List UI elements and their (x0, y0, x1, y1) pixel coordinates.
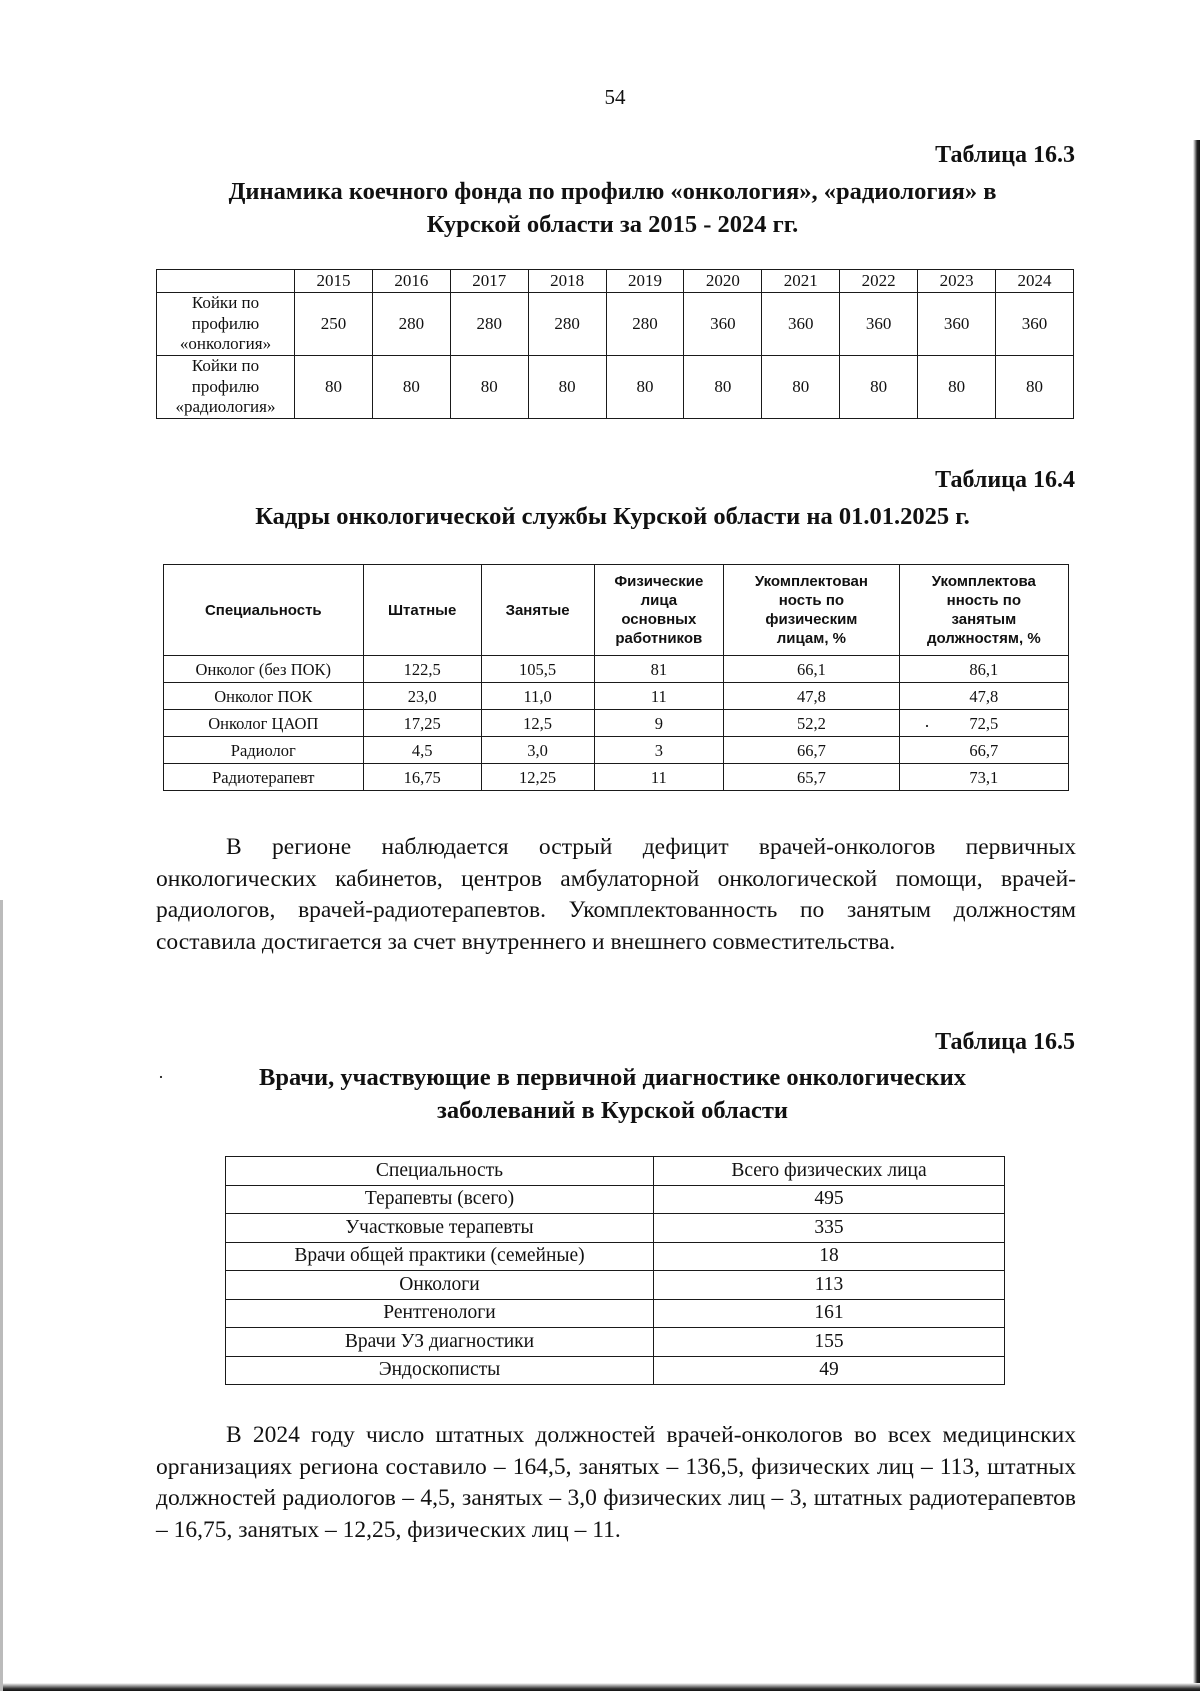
table-cell: 47,8 (724, 683, 900, 710)
table-16-3-title (150, 175, 1075, 241)
table-cell: Врачи УЗ диагностики (226, 1328, 654, 1357)
table-cell: 280 (450, 293, 528, 356)
table-cell: 80 (295, 356, 373, 419)
table-row (226, 1242, 1005, 1271)
table-row (164, 656, 1069, 683)
table-cell: Онколог (без ПОК) (164, 656, 364, 683)
scan-speck: · (924, 716, 930, 736)
table-16-3-title-line2: Курской области за 2015 - 2024 гг. (426, 211, 799, 238)
table-row (226, 1328, 1005, 1357)
table-cell: 155 (654, 1328, 1005, 1357)
table-cell: 80 (840, 356, 918, 419)
table-cell: 280 (606, 293, 684, 356)
table-cell: 66,7 (899, 737, 1068, 764)
column-header (164, 565, 364, 656)
year-header: 2021 (762, 270, 840, 293)
table-cell: 113 (654, 1271, 1005, 1300)
table-cell: 11,0 (481, 683, 594, 710)
year-header: 2016 (372, 270, 450, 293)
row-label (157, 356, 295, 419)
table-cell: 80 (372, 356, 450, 419)
table-16-5-title-line1: Врачи, участвующие в первичной диагностике онкологических (258, 1064, 966, 1091)
table-row (164, 683, 1069, 710)
table-cell: 3,0 (481, 737, 594, 764)
table-header-row (226, 1157, 1005, 1186)
column-header-line: Специальность (204, 601, 322, 619)
table-cell: 66,7 (724, 737, 900, 764)
table-cell: 280 (372, 293, 450, 356)
column-header-line: Занятые (505, 601, 570, 619)
table-row (157, 293, 1074, 356)
table-cell: 161 (654, 1299, 1005, 1328)
year-header: 2018 (528, 270, 606, 293)
column-header-line: должностям, % (926, 630, 1041, 647)
table-row (164, 710, 1069, 737)
scan-edge-bottom (0, 1683, 1200, 1691)
table-cell: 49 (654, 1356, 1005, 1385)
column-header-line: основных (621, 611, 697, 628)
column-header-line: занятым (951, 611, 1017, 628)
table-cell: Радиолог (164, 737, 364, 764)
column-header: Специальность (226, 1157, 654, 1186)
column-header-line: лицам, % (776, 630, 847, 647)
row-label-line: профилю (191, 313, 260, 333)
table-cell: Эндоскописты (226, 1356, 654, 1385)
table-cell: 105,5 (481, 656, 594, 683)
table-cell: 66,1 (724, 656, 900, 683)
primary-diagnostics-doctors-table (225, 1156, 1005, 1385)
table-row (226, 1271, 1005, 1300)
table-cell: 80 (606, 356, 684, 419)
table-cell: 11 (594, 764, 724, 791)
column-header: Всего физических лица (654, 1157, 1005, 1186)
table-cell: 360 (684, 293, 762, 356)
page-number: 54 (604, 85, 626, 109)
table-cell: 80 (528, 356, 606, 419)
table-cell: 12,25 (481, 764, 594, 791)
table-row (226, 1299, 1005, 1328)
table-cell: 81 (594, 656, 724, 683)
table-16-4-title: Кадры онкологической службы Курской области на 01.01.2025 г. (255, 503, 970, 530)
table-cell: 11 (594, 683, 724, 710)
table-16-5-number: Таблица 16.5 (935, 1029, 1075, 1055)
table-cell: 17,25 (363, 710, 481, 737)
table-cell: 280 (528, 293, 606, 356)
row-label-line: «радиология» (175, 397, 276, 417)
row-label (157, 293, 295, 356)
table-cell: 80 (918, 356, 996, 419)
column-header (724, 565, 900, 656)
table-cell: 3 (594, 737, 724, 764)
table-row (164, 737, 1069, 764)
table-16-3-title-line1: Динамика коечного фонда по профилю «онкология», «радиология» в (228, 178, 997, 205)
table-cell: 80 (684, 356, 762, 419)
column-header-line: Укомплектован (754, 573, 868, 590)
table-header-row (157, 270, 1074, 293)
column-header (899, 565, 1068, 656)
year-header: 2024 (996, 270, 1074, 293)
table-row (164, 764, 1069, 791)
table-cell: 360 (996, 293, 1074, 356)
year-header: 2020 (684, 270, 762, 293)
table-16-5-title-line2: заболеваний в Курской области (437, 1097, 788, 1124)
oncology-staff-table (163, 564, 1069, 791)
table-cell: 86,1 (899, 656, 1068, 683)
table-cell: Врачи общей практики (семейные) (226, 1242, 654, 1271)
column-header-line: работников (615, 630, 703, 647)
year-header: 2023 (918, 270, 996, 293)
table-cell: 18 (654, 1242, 1005, 1271)
year-header: 2019 (606, 270, 684, 293)
table-cell: Рентгенологи (226, 1299, 654, 1328)
table-16-4-number: Таблица 16.4 (935, 467, 1075, 493)
table-cell: 16,75 (363, 764, 481, 791)
row-label-line: профилю (191, 376, 260, 396)
paragraph-2024-summary-text: В 2024 году число штатных должностей врачей-онкологов во всех медицинских организациях региона составило – 164,5, занятых – 136,5, физических лиц – 113, штатных должностей радиологов – 4,5, занятых – 3,0 физических лиц – 3, штатных радиотерапевтов – 16,75, занятых – 12,25, физических лиц – 11. (156, 1422, 1076, 1543)
table-cell: 80 (450, 356, 528, 419)
table-cell: Онкологи (226, 1271, 654, 1300)
table-cell: 65,7 (724, 764, 900, 791)
table-cell: Онколог ПОК (164, 683, 364, 710)
table-row (226, 1214, 1005, 1243)
row-label-line: Койки по (191, 356, 260, 376)
table-cell: 80 (996, 356, 1074, 419)
column-header (594, 565, 724, 656)
table-header-row (164, 565, 1069, 656)
corner-cell (157, 270, 295, 293)
row-label-line: «онкология» (179, 334, 272, 354)
table-cell: 360 (918, 293, 996, 356)
table-cell: 73,1 (899, 764, 1068, 791)
table-cell: Участковые терапевты (226, 1214, 654, 1243)
table-cell: 72,5 (899, 710, 1068, 737)
table-cell: 495 (654, 1185, 1005, 1214)
year-header: 2022 (840, 270, 918, 293)
table-row (226, 1185, 1005, 1214)
scan-edge-right (1193, 140, 1200, 1691)
table-cell: 9 (594, 710, 724, 737)
table-row (157, 356, 1074, 419)
column-header-line: ность по (778, 592, 845, 609)
column-header-line: Укомплектова (931, 573, 1036, 590)
table-cell: Онколог ЦАОП (164, 710, 364, 737)
paragraph-staff-deficit (156, 832, 1076, 958)
table-cell: 335 (654, 1214, 1005, 1243)
table-cell: 122,5 (363, 656, 481, 683)
column-header-line: Физические (614, 573, 704, 590)
table-cell: 4,5 (363, 737, 481, 764)
column-header (481, 565, 594, 656)
scan-edge-left (0, 900, 3, 1691)
table-cell: 23,0 (363, 683, 481, 710)
row-label-line: Койки по (191, 293, 260, 313)
table-cell: 80 (762, 356, 840, 419)
table-cell: Терапевты (всего) (226, 1185, 654, 1214)
table-cell: 12,5 (481, 710, 594, 737)
column-header-line: лица (640, 592, 678, 609)
table-cell: 47,8 (899, 683, 1068, 710)
column-header-line: нность по (946, 592, 1022, 609)
scan-speck: · (158, 1067, 164, 1087)
table-row (226, 1356, 1005, 1385)
column-header-line: физическим (765, 611, 858, 628)
year-header: 2017 (450, 270, 528, 293)
table-16-5-title (150, 1061, 1075, 1127)
table-cell: 360 (762, 293, 840, 356)
table-cell: 52,2 (724, 710, 900, 737)
column-header (363, 565, 481, 656)
paragraph-staff-deficit-text: В регионе наблюдается острый дефицит врачей-онкологов первичных онкологических кабинетов, центров амбулаторной онкологической помощи, врачей-радиологов, врачей-радиотерапевтов. Укомплектованность по занятым должностям составила достигается за счет внутреннего и внешнего совместительства. (156, 834, 1076, 955)
column-header-line: Штатные (387, 601, 457, 619)
bed-fund-table (156, 269, 1074, 419)
table-cell: 360 (840, 293, 918, 356)
table-cell: 250 (295, 293, 373, 356)
paragraph-2024-summary (156, 1420, 1076, 1546)
table-cell: Радиотерапевт (164, 764, 364, 791)
year-header: 2015 (295, 270, 373, 293)
table-16-3-number: Таблица 16.3 (935, 142, 1075, 168)
